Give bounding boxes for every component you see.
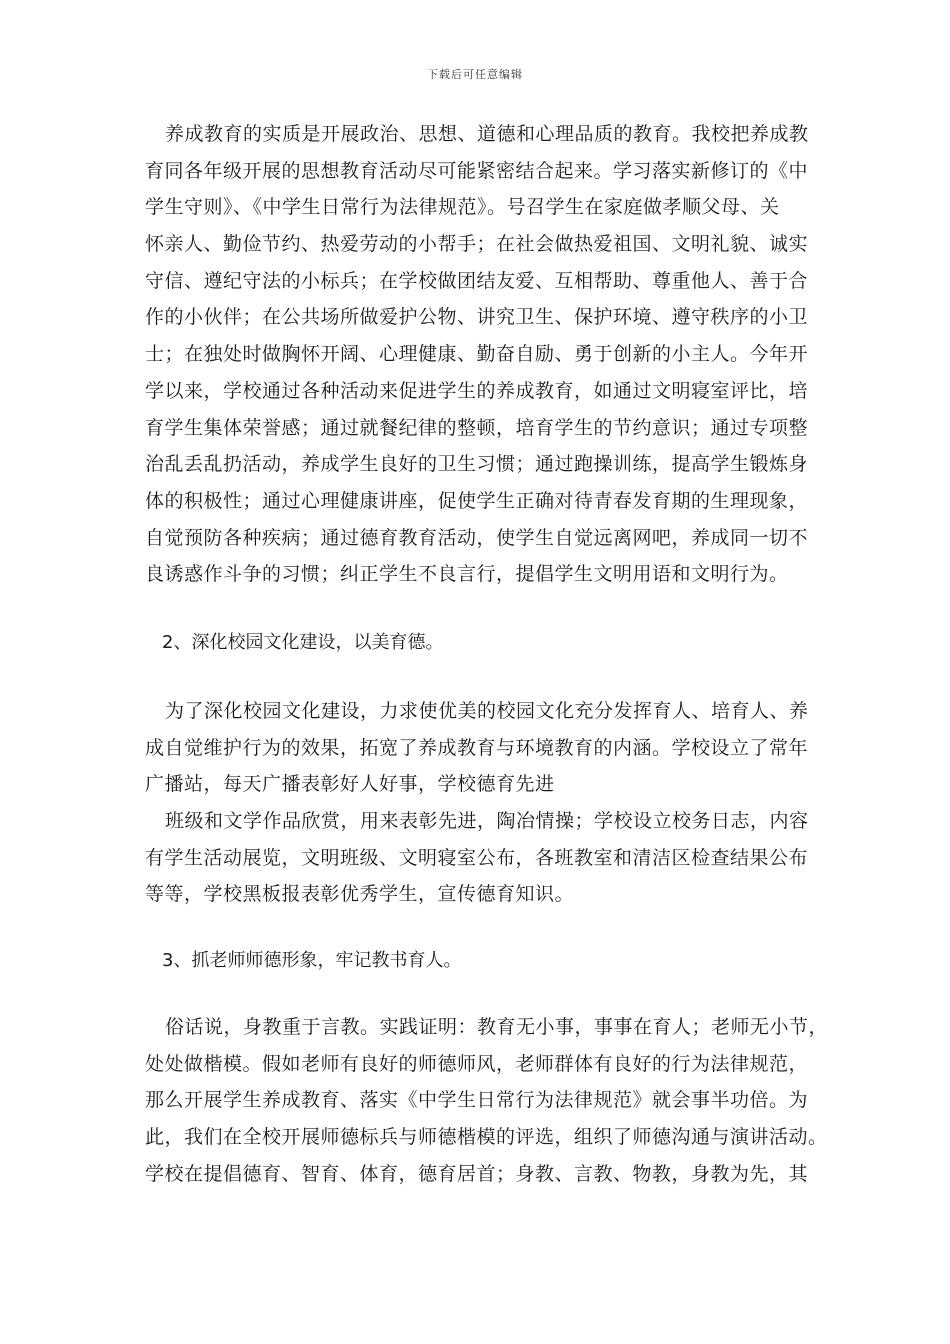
paragraph-class-activities bbox=[145, 803, 810, 913]
paragraph-line: 育同各年级开展的思想教育活动尽可能紧密结合起来。学习落实新修订的《中 bbox=[145, 159, 809, 182]
section-heading-2: 2、深化校园文化建设，以美育德。 bbox=[162, 631, 444, 653]
section-heading-3: 3、抓老师师德形象，牢记教书育人。 bbox=[162, 950, 462, 972]
page-header-note: 下载后可任意编辑 bbox=[427, 68, 523, 81]
paragraph-line: 有学生活动展览，文明班级、文明寝室公布，各班教室和清洁区检查结果公布 bbox=[145, 846, 809, 869]
paragraph-line: 广播站，每天广播表彰好人好事，学校德育先进 bbox=[145, 773, 555, 796]
paragraph-line: 体的积极性；通过心理健康讲座，促使学生正确对待青春发育期的生理现象， bbox=[145, 489, 809, 512]
paragraph-line: 良诱惑作斗争的习惯；纠正学生不良言行，提倡学生文明用语和文明行为。 bbox=[145, 563, 789, 586]
paragraph-line: 养成教育的实质是开展政治、思想、道德和心理品质的教育。我校把养成教 bbox=[165, 123, 809, 145]
paragraph-line: 那么开展学生养成教育、落实《中学生日常行为法律规范》就会事半功倍。为 bbox=[145, 1089, 809, 1112]
paragraph-line: 此，我们在全校开展师德标兵与师德楷模的评选，组织了师德沟通与演讲活动。 bbox=[145, 1126, 828, 1149]
paragraph-moral-habits bbox=[145, 116, 810, 593]
paragraph-line: 处处做楷模。假如老师有良好的师德师风，老师群体有良好的行为法律规范， bbox=[145, 1052, 809, 1075]
paragraph-teacher-ethics bbox=[145, 1009, 829, 1192]
paragraph-line: 为了深化校园文化建设，力求使优美的校园文化充分发挥育人、培育人、养 bbox=[165, 699, 809, 722]
paragraph-line: 学以来，学校通过各种活动来促进学生的养成教育，如通过文明寝室评比，培 bbox=[145, 379, 809, 402]
paragraph-line: 守信、遵纪守法的小标兵；在学校做团结友爱、互相帮助、尊重他人、善于合 bbox=[145, 269, 809, 292]
document-body bbox=[145, 116, 829, 1193]
paragraph-campus-culture bbox=[145, 693, 810, 803]
paragraph-line: 学生守则》、《中学生日常行为法律规范》。号召学生在家庭做孝顺父母、关 bbox=[145, 196, 780, 219]
paragraph-line: 自觉预防各种疾病；通过德育教育活动，使学生自觉远离网吧，养成同一切不 bbox=[145, 526, 809, 549]
paragraph-line: 班级和文学作品欣赏，用来表彰先进，陶冶情操；学校设立校务日志，内容 bbox=[165, 810, 809, 832]
paragraph-line: 俗话说，身教重于言教。实践证明：教育无小事，事事在育人；老师无小节， bbox=[165, 1016, 829, 1039]
paragraph-line: 学校在提倡德育、智育、体育，德育居首；身教、言教、物教，身教为先，其 bbox=[145, 1162, 809, 1185]
paragraph-line: 怀亲人、勤俭节约、热爱劳动的小帮手；在社会做热爱祖国、文明礼貌、诚实 bbox=[145, 233, 809, 256]
paragraph-line: 士；在独处时做胸怀开阔、心理健康、勤奋自励、勇于创新的小主人。今年开 bbox=[145, 343, 809, 366]
paragraph-line: 等等，学校黑板报表彰优秀学生，宣传德育知识。 bbox=[145, 883, 575, 906]
paragraph-line: 育学生集体荣誉感；通过就餐纪律的整顿，培育学生的节约意识；通过专项整 bbox=[145, 416, 809, 439]
paragraph-line: 治乱丢乱扔活动，养成学生良好的卫生习惯；通过跑操训练，提高学生锻炼身 bbox=[145, 453, 809, 476]
paragraph-line: 成自觉维护行为的效果，拓宽了养成教育与环境教育的内涵。学校设立了常年 bbox=[145, 736, 809, 759]
paragraph-line: 作的小伙伴；在公共场所做爱护公物、讲究卫生、保护环境、遵守秩序的小卫 bbox=[145, 306, 809, 329]
